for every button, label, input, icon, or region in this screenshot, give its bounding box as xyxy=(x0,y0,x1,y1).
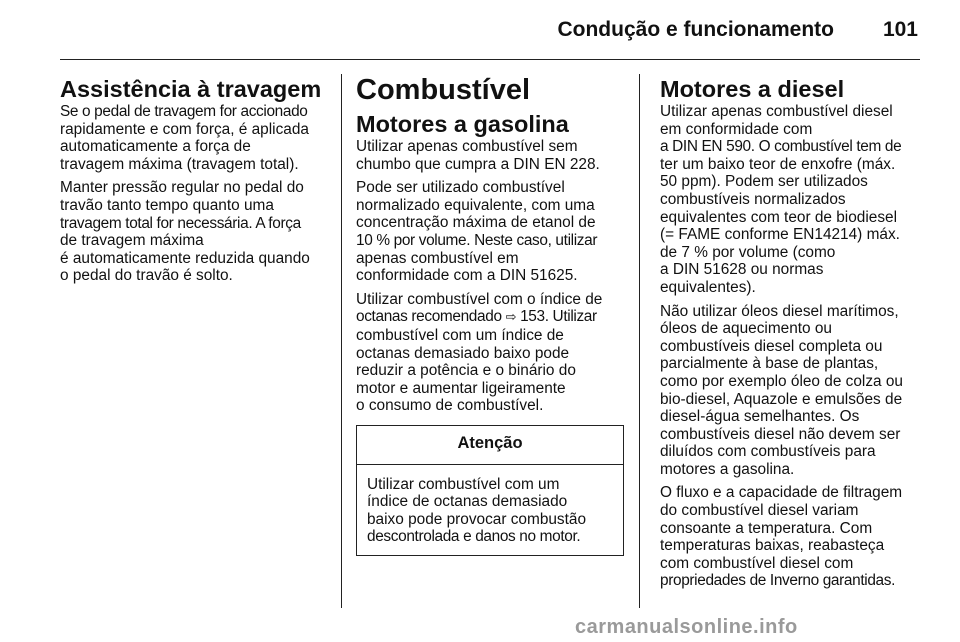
page-number: 101 xyxy=(882,18,918,41)
text-line: combustíveis diesel completa ou xyxy=(660,337,883,355)
text-line: descontrolada e danos no motor. xyxy=(367,528,581,546)
column-divider-2 xyxy=(639,74,640,608)
paragraph xyxy=(356,291,626,415)
paragraph xyxy=(60,179,332,285)
text-line: a DIN 51628 ou normas xyxy=(660,261,824,279)
text-line: ter um baixo teor de enxofre (máx. xyxy=(660,155,896,173)
paragraph xyxy=(660,103,924,297)
page-reference-arrow-icon: ⇨ xyxy=(505,310,517,326)
text-line: motores a gasolina. xyxy=(660,460,795,478)
text-line: de travagem máxima xyxy=(60,232,204,250)
text-line: Manter pressão regular no pedal do xyxy=(60,179,304,197)
warning-title: Atenção xyxy=(357,426,623,465)
text-line: óleos de aquecimento ou xyxy=(660,320,832,338)
text-line: 10 % por volume. Neste caso, utilizar xyxy=(356,231,598,249)
text-line: índice de octanas demasiado xyxy=(367,493,568,511)
text-line: (= FAME conforme EN14214) máx. xyxy=(660,226,900,244)
text-line: combustíveis diesel não devem ser xyxy=(660,425,901,443)
text-line: combustível com um índice de xyxy=(356,326,564,344)
text-line: baixo pode provocar combustão xyxy=(367,510,587,528)
text-line: Não utilizar óleos diesel marítimos, xyxy=(660,302,899,320)
text-line: a DIN EN 590. O combustível tem de xyxy=(660,138,902,156)
text-line: normalizado equivalente, com uma xyxy=(356,196,595,214)
text-line: rapidamente e com força, é aplicada xyxy=(60,120,309,138)
column-diesel-engines xyxy=(660,72,924,596)
text-line: equivalentes). xyxy=(660,278,756,296)
text-line: o pedal do travão é solto. xyxy=(60,267,233,285)
text-line: concentração máxima de etanol de xyxy=(356,214,596,232)
watermark: carmanualsonline.info xyxy=(575,616,798,638)
text-line: o consumo de combustível. xyxy=(356,397,544,415)
paragraph xyxy=(660,484,924,590)
text-line: propriedades de Inverno garantidas. xyxy=(660,572,896,590)
text-line: chumbo que cumpra a DIN EN 228. xyxy=(356,155,600,173)
text-line: consoante a temperatura. Com xyxy=(660,519,873,537)
text-line-with-reference xyxy=(356,308,626,327)
text-line: reduzir a potência e o binário do xyxy=(356,362,576,380)
header-divider xyxy=(60,59,920,60)
section-title: Condução e funcionamento xyxy=(557,18,834,41)
text-line: automaticamente a força de xyxy=(60,138,251,156)
heading-fuel: Combustível xyxy=(356,74,531,106)
text-line: Se o pedal de travagem for accionado xyxy=(60,103,308,120)
heading-brake-assist: Assistência à travagem xyxy=(60,76,322,102)
text-line: Pode ser utilizado combustível xyxy=(356,179,565,197)
page-reference-link[interactable]: 153. Utilizar xyxy=(520,308,597,326)
text-line: O fluxo e a capacidade de filtragem xyxy=(660,484,903,502)
text-line: Utilizar apenas combustível sem xyxy=(356,138,578,155)
text-line: travagem total for necessária. A força xyxy=(60,214,301,232)
text-line: travão tanto tempo quanto uma xyxy=(60,196,274,214)
text-line: motor e aumentar ligeiramente xyxy=(356,379,566,397)
text-line: do combustível diesel variam xyxy=(660,502,859,520)
text-line: Utilizar combustível com o índice de xyxy=(356,290,603,308)
text-line: travagem máxima (travagem total). xyxy=(60,155,299,173)
paragraph xyxy=(660,303,924,479)
subheading-petrol-engines: Motores a gasolina xyxy=(356,111,569,137)
text-line: bio-diesel, Aquazole e emulsões de xyxy=(660,390,903,408)
paragraph xyxy=(60,103,332,173)
text-line: Utilizar apenas combustível diesel xyxy=(660,103,893,120)
text-line: diluídos com combustíveis para xyxy=(660,443,876,461)
heading-diesel-engines: Motores a diesel xyxy=(660,76,845,102)
column-divider-1 xyxy=(341,74,342,608)
text-line: 50 ppm). Podem ser utilizados xyxy=(660,173,868,191)
warning-body xyxy=(357,465,623,555)
text-line: em conformidade com xyxy=(660,120,813,138)
text-line: apenas combustível em xyxy=(356,249,519,267)
paragraph xyxy=(356,179,626,285)
paragraph xyxy=(356,138,626,173)
column-brake-assist xyxy=(60,72,332,291)
text-line: conformidade com a DIN 51625. xyxy=(356,267,578,285)
text-line: de 7 % por volume (como xyxy=(660,243,836,261)
text-line: com combustível diesel com xyxy=(660,554,854,572)
text-line: temperaturas baixas, reabasteça xyxy=(660,537,885,555)
text-line: equivalentes com teor de biodiesel xyxy=(660,208,897,226)
text-line: parcialmente à base de plantas, xyxy=(660,355,879,373)
text-line: como por exemplo óleo de colza ou xyxy=(660,372,903,390)
column-fuel xyxy=(356,72,626,556)
text-line: combustíveis normalizados xyxy=(660,190,846,208)
text-fragment: octanas recomendado xyxy=(356,308,502,326)
text-line: octanas demasiado baixo pode xyxy=(356,344,570,362)
text-line: diesel-água semelhantes. Os xyxy=(660,408,860,426)
warning-box xyxy=(356,425,624,556)
text-line: é automaticamente reduzida quando xyxy=(60,249,310,267)
text-line: Utilizar combustível com um xyxy=(367,475,560,493)
